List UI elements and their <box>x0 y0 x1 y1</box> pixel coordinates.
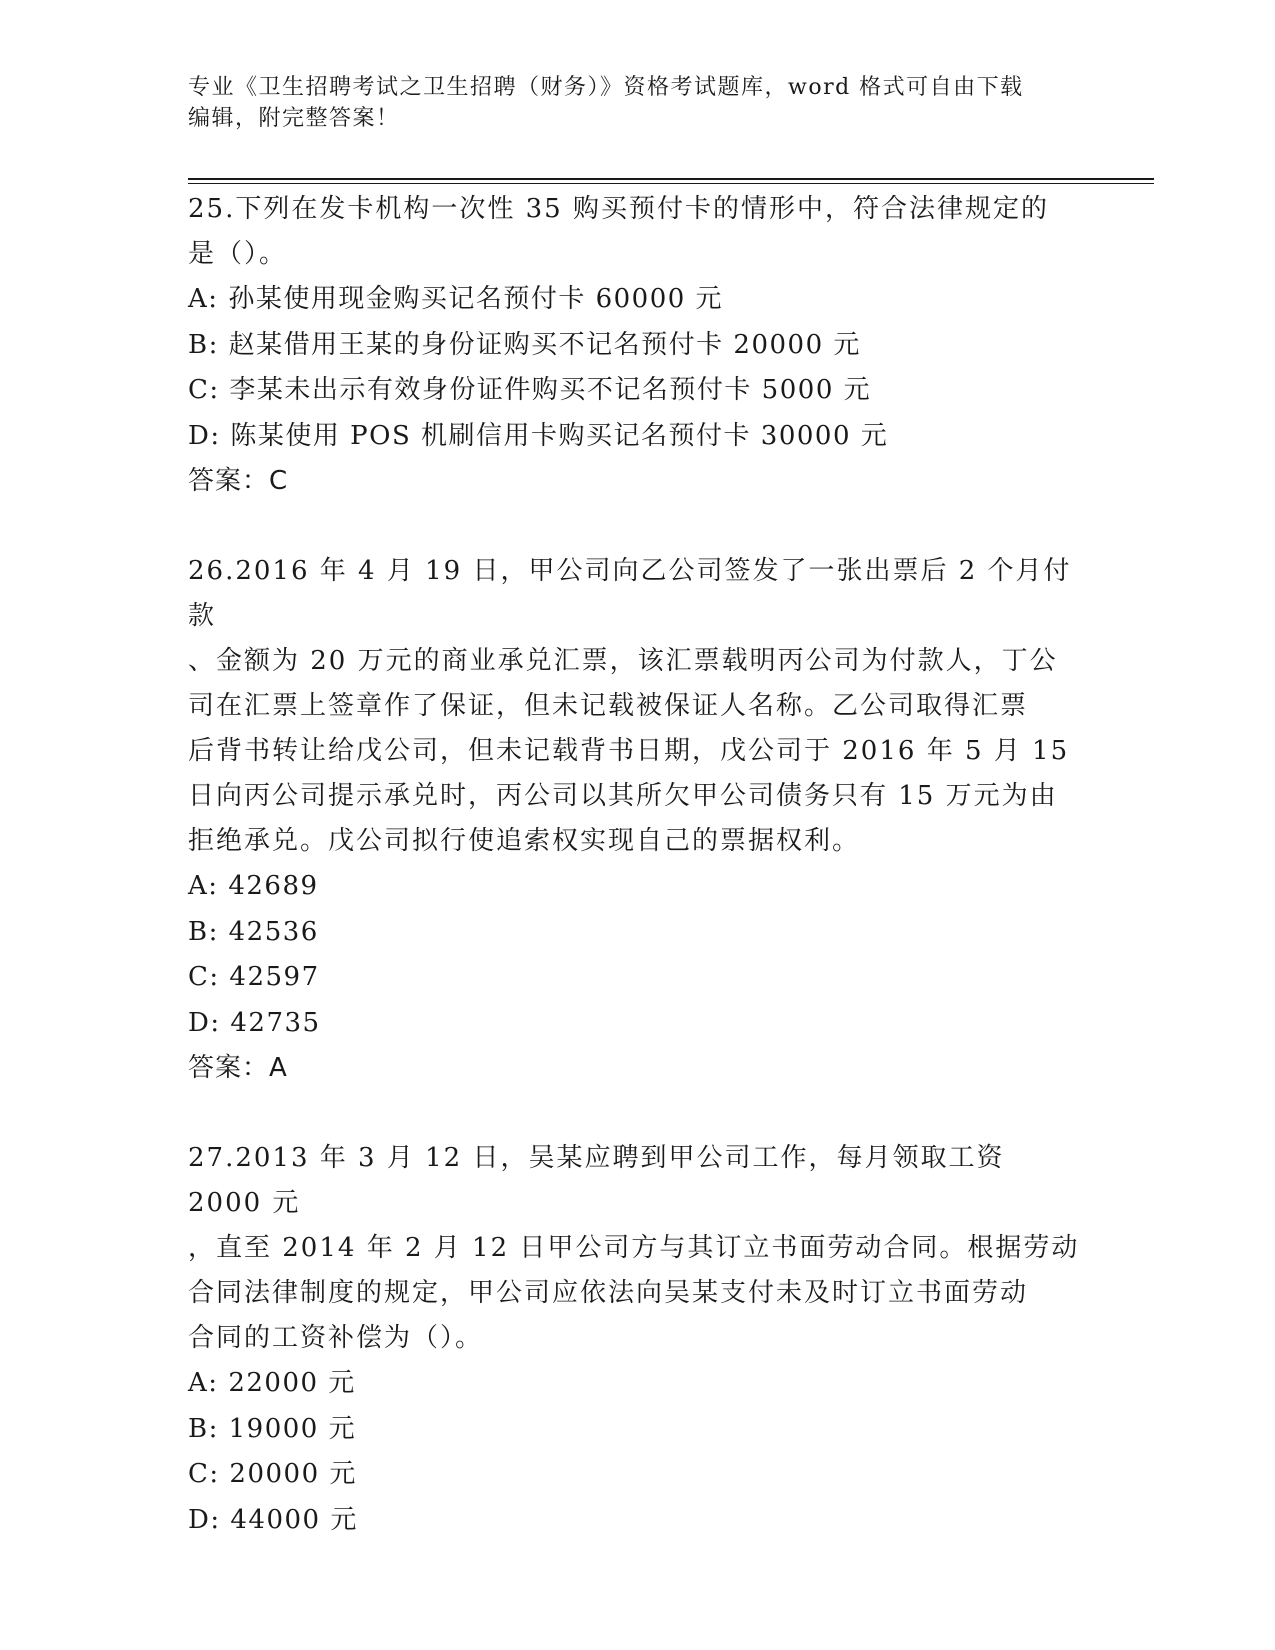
header-line: 专业《卫生招聘考试之卫生招聘（财务）》资格考试题库，word 格式可自由下载 <box>188 75 1024 100</box>
document-header <box>188 72 1088 134</box>
answer: 答案：A <box>188 1053 288 1083</box>
question-line: 、金额为 20 万元的商业承兑汇票，该汇票载明丙公司为付款人，丁公 <box>188 646 1058 676</box>
option-letter: A: <box>188 871 219 901</box>
option-letter: D: <box>188 1504 221 1535</box>
option-text: 陈某使用 POS 机刷信用卡购买记名预付卡 30000 元 <box>230 420 889 451</box>
option-text: 42735 <box>230 1007 321 1038</box>
question-line: 拒绝承兑。戊公司拟行使追索权实现自己的票据权利。 <box>188 826 861 856</box>
option-letter: D: <box>188 1007 221 1038</box>
option-text: 孙某使用现金购买记名预付卡 60000 元 <box>228 284 724 314</box>
option-a <box>188 277 1088 323</box>
option-d <box>188 1001 1088 1047</box>
option-d <box>188 1498 1088 1544</box>
option-text: 42597 <box>229 962 320 992</box>
question-list <box>188 187 1088 1543</box>
header-divider-thick <box>188 178 1154 180</box>
question-26 <box>188 549 1088 1091</box>
option-d <box>188 414 1088 460</box>
question-line: 日向丙公司提示承兑时，丙公司以其所欠甲公司债务只有 15 万元为由 <box>188 781 1058 811</box>
option-letter: B: <box>188 1413 219 1444</box>
option-text: 42689 <box>228 871 319 901</box>
option-text: 22000 元 <box>228 1368 356 1398</box>
option-a <box>188 864 1088 910</box>
question-27 <box>188 1136 1088 1543</box>
option-text: 李某未出示有效身份证件购买不记名预付卡 5000 元 <box>229 375 872 405</box>
option-c <box>188 368 1088 414</box>
header-line: 编辑，附完整答案！ <box>188 106 400 131</box>
option-b <box>188 1407 1088 1453</box>
option-letter: A: <box>188 1368 219 1398</box>
option-text: 赵某借用王某的身份证购买不记名预付卡 20000 元 <box>228 329 861 360</box>
option-letter: C: <box>188 375 220 405</box>
question-line: 司在汇票上签章作了保证，但未记载被保证人名称。乙公司取得汇票 <box>188 691 1029 721</box>
option-letter: C: <box>188 962 220 992</box>
question-spacer <box>188 1091 1088 1136</box>
option-c <box>188 955 1088 1001</box>
option-text: 19000 元 <box>228 1413 357 1444</box>
question-line: 25.下列在发卡机构一次性 35 购买预付卡的情形中，符合法律规定的 <box>188 194 1049 224</box>
option-text: 44000 元 <box>230 1504 358 1535</box>
option-b <box>188 910 1088 956</box>
question-line: 合同法律制度的规定，甲公司应依法向吴某支付未及时订立书面劳动 <box>188 1278 1029 1308</box>
option-c <box>188 1452 1088 1498</box>
question-25 <box>188 187 1088 504</box>
option-letter: B: <box>188 329 219 360</box>
question-text <box>188 1136 1088 1361</box>
option-text: 20000 元 <box>229 1459 357 1489</box>
question-spacer <box>188 504 1088 549</box>
answer: 答案：C <box>188 466 289 496</box>
option-text: 42536 <box>228 916 319 947</box>
question-line: 27.2013 年 3 月 12 日，吴某应聘到甲公司工作，每月领取工资 2000 元 <box>188 1143 1005 1218</box>
option-a <box>188 1361 1088 1407</box>
option-letter: B: <box>188 916 219 947</box>
option-letter: C: <box>188 1459 220 1489</box>
question-line: 合同的工资补偿为（）。 <box>188 1323 484 1353</box>
option-b <box>188 323 1088 369</box>
header-divider-thin <box>188 183 1154 184</box>
question-line: ，直至 2014 年 2 月 12 日甲公司方与其订立书面劳动合同。根据劳动 <box>188 1233 1080 1263</box>
question-line: 是（）。 <box>188 239 288 269</box>
option-letter: A: <box>188 284 219 314</box>
option-letter: D: <box>188 420 221 451</box>
question-text <box>188 549 1088 864</box>
question-line: 后背书转让给戊公司，但未记载背书日期，戊公司于 2016 年 5 月 15 <box>188 736 1070 766</box>
question-line: 26.2016 年 4 月 19 日，甲公司向乙公司签发了一张出票后 2 个月付款 <box>188 556 1072 631</box>
question-text <box>188 187 1088 277</box>
